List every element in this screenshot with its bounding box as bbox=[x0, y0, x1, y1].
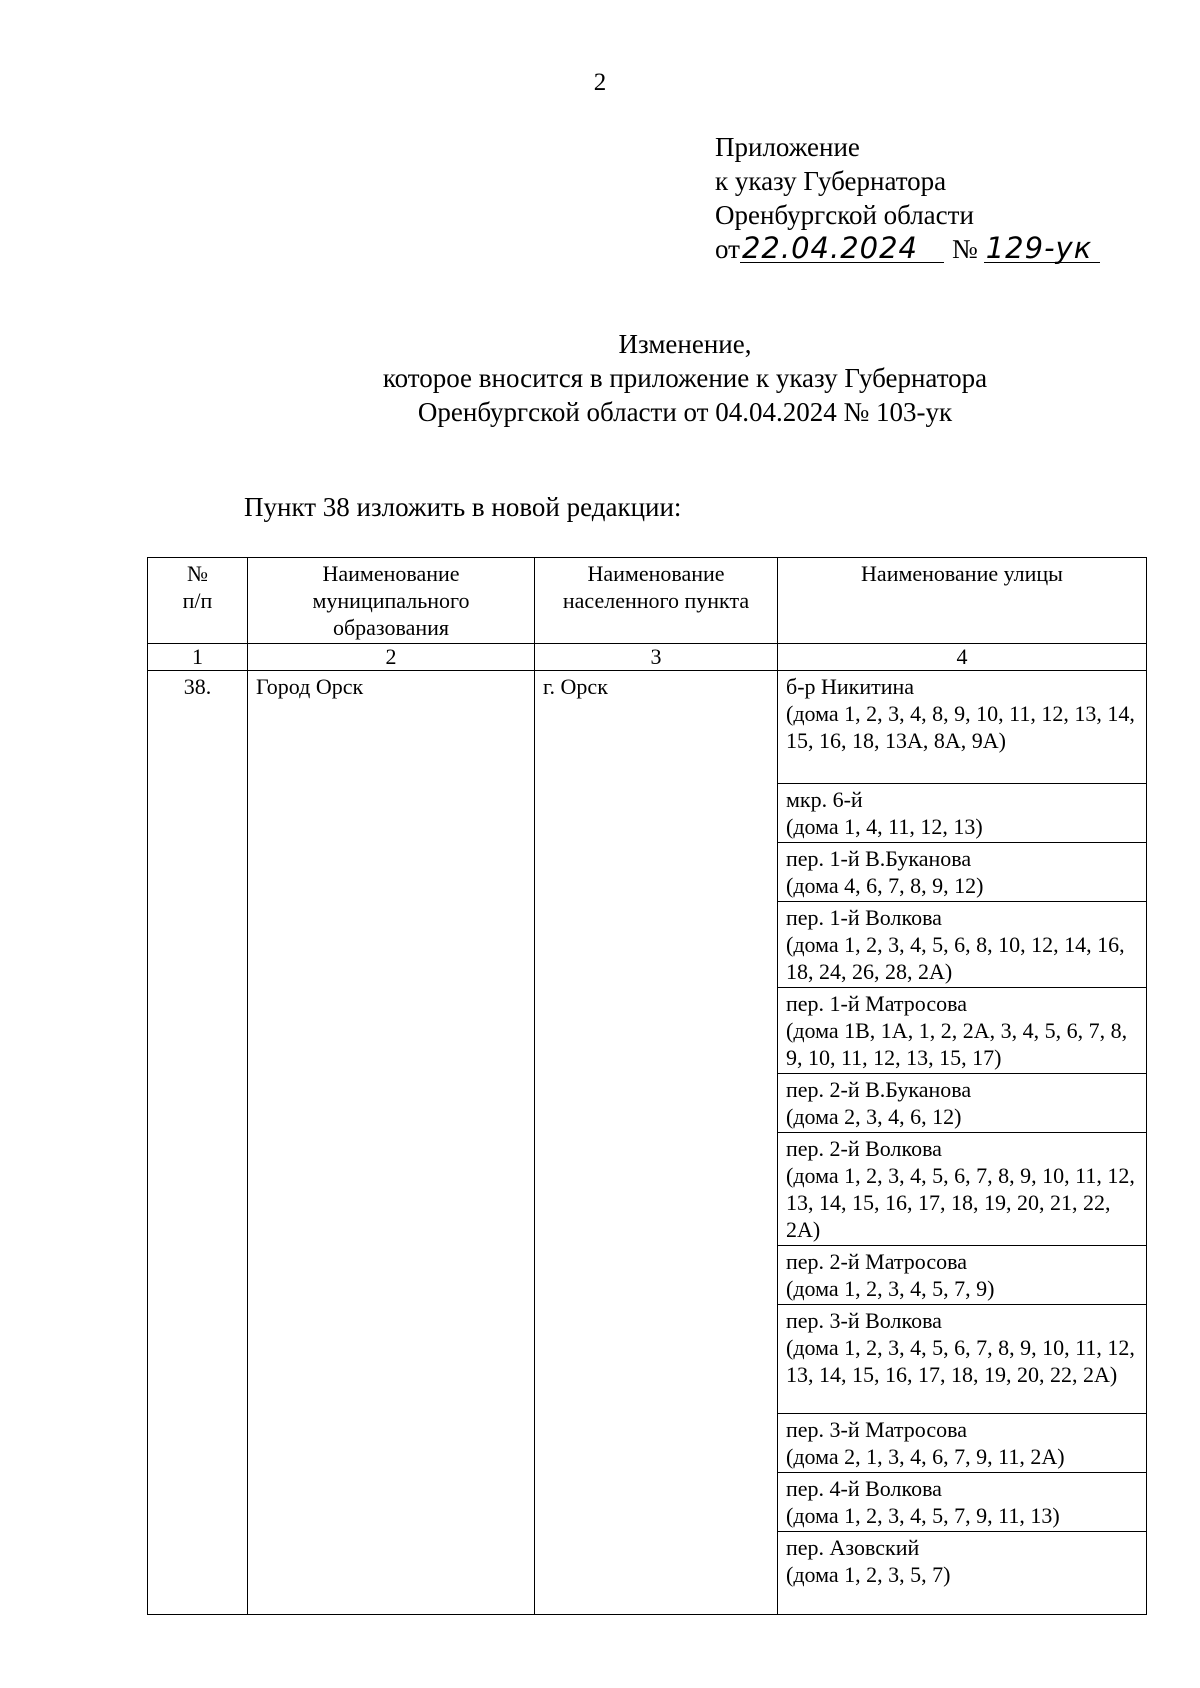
street-name: пер. 2-й Волкова bbox=[786, 1136, 942, 1161]
lead-text: Пункт 38 изложить в новой редакции: bbox=[244, 492, 682, 522]
number-sign: № bbox=[951, 234, 978, 264]
list-item bbox=[778, 1074, 1146, 1133]
street-name: пер. 2-й Матросова bbox=[786, 1249, 967, 1274]
column-number: 2 bbox=[248, 644, 535, 671]
list-item bbox=[778, 1414, 1146, 1473]
header-cell: Наименование населенного пункта bbox=[535, 558, 778, 644]
column-number: 3 bbox=[535, 644, 778, 671]
street-houses: (дома 1, 2, 3, 4, 8, 9, 10, 11, 12, 13, 14, 15, 16, 18, 13А, 8А, 9А) bbox=[786, 701, 1135, 753]
appendix-block bbox=[715, 130, 1100, 266]
column-number: 4 bbox=[778, 644, 1147, 671]
list-item bbox=[778, 988, 1146, 1074]
row-number: 38. bbox=[148, 671, 248, 1615]
page-number: 2 bbox=[593, 69, 607, 96]
appendix-line-1: Приложение bbox=[715, 132, 860, 162]
municipality-name: Город Орск bbox=[248, 671, 535, 1615]
handwritten-number: 129-ук bbox=[984, 234, 1100, 263]
header-cell: Наименование улицы bbox=[778, 558, 1147, 644]
street-name: пер. 3-й Волкова bbox=[786, 1308, 942, 1333]
column-number: 1 bbox=[148, 644, 248, 671]
table-row bbox=[148, 671, 1147, 1615]
from-label: от bbox=[715, 234, 740, 264]
street-houses: (дома 1В, 1А, 1, 2, 2А, 3, 4, 5, 6, 7, 8, 9, 10, 11, 12, 13, 15, 17) bbox=[786, 1018, 1128, 1070]
street-name: пер. 1-й Волкова bbox=[786, 905, 942, 930]
street-houses: (дома 1, 2, 3, 4, 5, 6, 8, 10, 12, 14, 16, 18, 24, 26, 28, 2А) bbox=[786, 932, 1125, 984]
table-header-row bbox=[148, 558, 1147, 644]
title-line-2: которое вносится в приложение к указу Губернатора bbox=[382, 363, 988, 393]
street-name: б-р Никитина bbox=[786, 674, 915, 699]
street-list bbox=[778, 671, 1146, 1614]
street-name: мкр. 6-й bbox=[786, 787, 863, 812]
street-name: пер. 1-й В.Буканова bbox=[786, 846, 972, 871]
street-houses: (дома 2, 1, 3, 4, 6, 7, 9, 11, 2А) bbox=[786, 1444, 1065, 1469]
list-item bbox=[778, 1305, 1146, 1414]
list-item bbox=[778, 1473, 1146, 1532]
handwritten-date: 22.04.2024 bbox=[740, 234, 944, 263]
street-name: пер. 1-й Матросова bbox=[786, 991, 967, 1016]
header-cell: Наименование муниципального образования bbox=[248, 558, 535, 644]
appendix-line-3: Оренбургской области bbox=[715, 200, 974, 230]
street-houses: (дома 1, 2, 3, 5, 7) bbox=[786, 1562, 951, 1587]
streets-cell bbox=[778, 671, 1147, 1615]
street-houses: (дома 1, 2, 3, 4, 5, 6, 7, 8, 9, 10, 11, 12, 13, 14, 15, 16, 17, 18, 19, 20, 21, 22, 2А) bbox=[786, 1163, 1135, 1242]
list-item bbox=[778, 1133, 1146, 1246]
street-houses: (дома 1, 2, 3, 4, 5, 6, 7, 8, 9, 10, 11, 12, 13, 14, 15, 16, 17, 18, 19, 20, 22, 2А) bbox=[786, 1335, 1135, 1387]
street-houses: (дома 1, 2, 3, 4, 5, 7, 9) bbox=[786, 1276, 995, 1301]
street-name: пер. 2-й В.Буканова bbox=[786, 1077, 972, 1102]
title-line-1: Изменение, bbox=[618, 329, 752, 359]
street-name: пер. 4-й Волкова bbox=[786, 1476, 942, 1501]
street-houses: (дома 1, 2, 3, 4, 5, 7, 9, 11, 13) bbox=[786, 1503, 1060, 1528]
street-name: пер. 3-й Матросова bbox=[786, 1417, 967, 1442]
street-houses: (дома 4, 6, 7, 8, 9, 12) bbox=[786, 873, 984, 898]
street-houses: (дома 1, 4, 11, 12, 13) bbox=[786, 814, 983, 839]
list-item bbox=[778, 1246, 1146, 1305]
appendix-line-2: к указу Губернатора bbox=[715, 166, 947, 196]
column-number-row bbox=[148, 644, 1147, 671]
list-item bbox=[778, 1532, 1146, 1614]
decree-date-number-line bbox=[715, 232, 1100, 266]
list-item bbox=[778, 784, 1146, 843]
list-item bbox=[778, 843, 1146, 902]
document-title bbox=[340, 327, 1030, 429]
list-item bbox=[778, 671, 1146, 784]
list-item bbox=[778, 902, 1146, 988]
title-line-3: Оренбургской области от 04.04.2024 № 103-ук bbox=[417, 397, 953, 427]
street-name: пер. Азовский bbox=[786, 1535, 920, 1560]
header-cell: № п/п bbox=[148, 558, 248, 644]
street-houses: (дома 2, 3, 4, 6, 12) bbox=[786, 1104, 962, 1129]
locality-name: г. Орск bbox=[535, 671, 778, 1615]
streets-table bbox=[147, 557, 1147, 1615]
